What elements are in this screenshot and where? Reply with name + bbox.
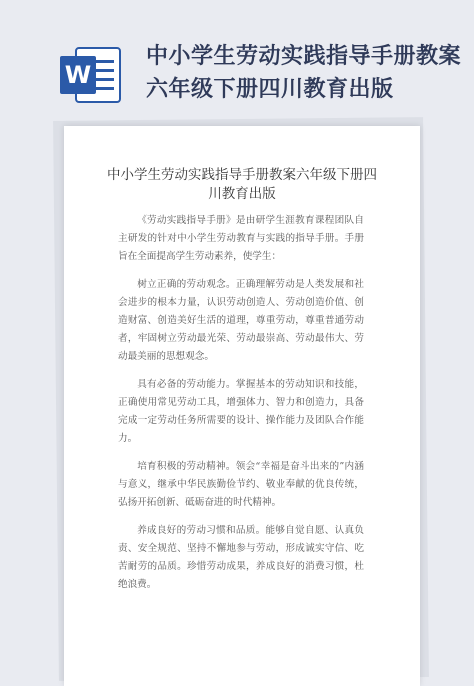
paragraph-labor-spirit: 培育积极的劳动精神。领会“幸福是奋斗出来的”内涵与意义，继承中华民族勤俭节约、敬业奉献的优良传统，弘扬开拓创新、砥砺奋进的时代精神。 xyxy=(118,461,364,508)
word-icon-letter: W xyxy=(64,61,92,89)
word-document-icon xyxy=(58,42,124,108)
document-body xyxy=(118,212,364,604)
paragraph-labor-ability: 具有必备的劳动能力。掌握基本的劳动知识和技能，正确使用常见劳动工具，增强体力、智力和创造力，具备完成一定劳动任务所需要的设计、操作能力及团队合作能力。 xyxy=(118,379,364,444)
document-title: 中小学生劳动实践指导手册教案六年级下册四川教育出版 xyxy=(107,167,377,202)
paragraph-labor-habits: 养成良好的劳动习惯和品质。能够自觉自愿、认真负责、安全规范、坚持不懈地参与劳动，形成诚实守信、吃苦耐劳的品质。珍惜劳动成果，养成良好的消费习惯，杜绝浪费。 xyxy=(118,525,364,590)
paragraph-intro: 《劳动实践指导手册》是由研学生涯教育课程团队自主研发的针对中小学生劳动教育与实践的指导手册。手册旨在全面提高学生劳动素养，使学生： xyxy=(118,215,364,262)
banner-title: 中小学生劳动实践指导手册教案六年级下册四川教育出版 xyxy=(146,44,462,102)
document-page xyxy=(64,126,420,686)
paragraph-labor-concept: 树立正确的劳动观念。正确理解劳动是人类发展和社会进步的根本力量，认识劳动创造人、劳动创造价值、创造财富、创造美好生活的道理，尊重劳动，尊重普通劳动者，牢固树立劳动最光荣、劳动最崇高、劳动最伟大、劳动最美丽的思想观念。 xyxy=(118,279,364,362)
